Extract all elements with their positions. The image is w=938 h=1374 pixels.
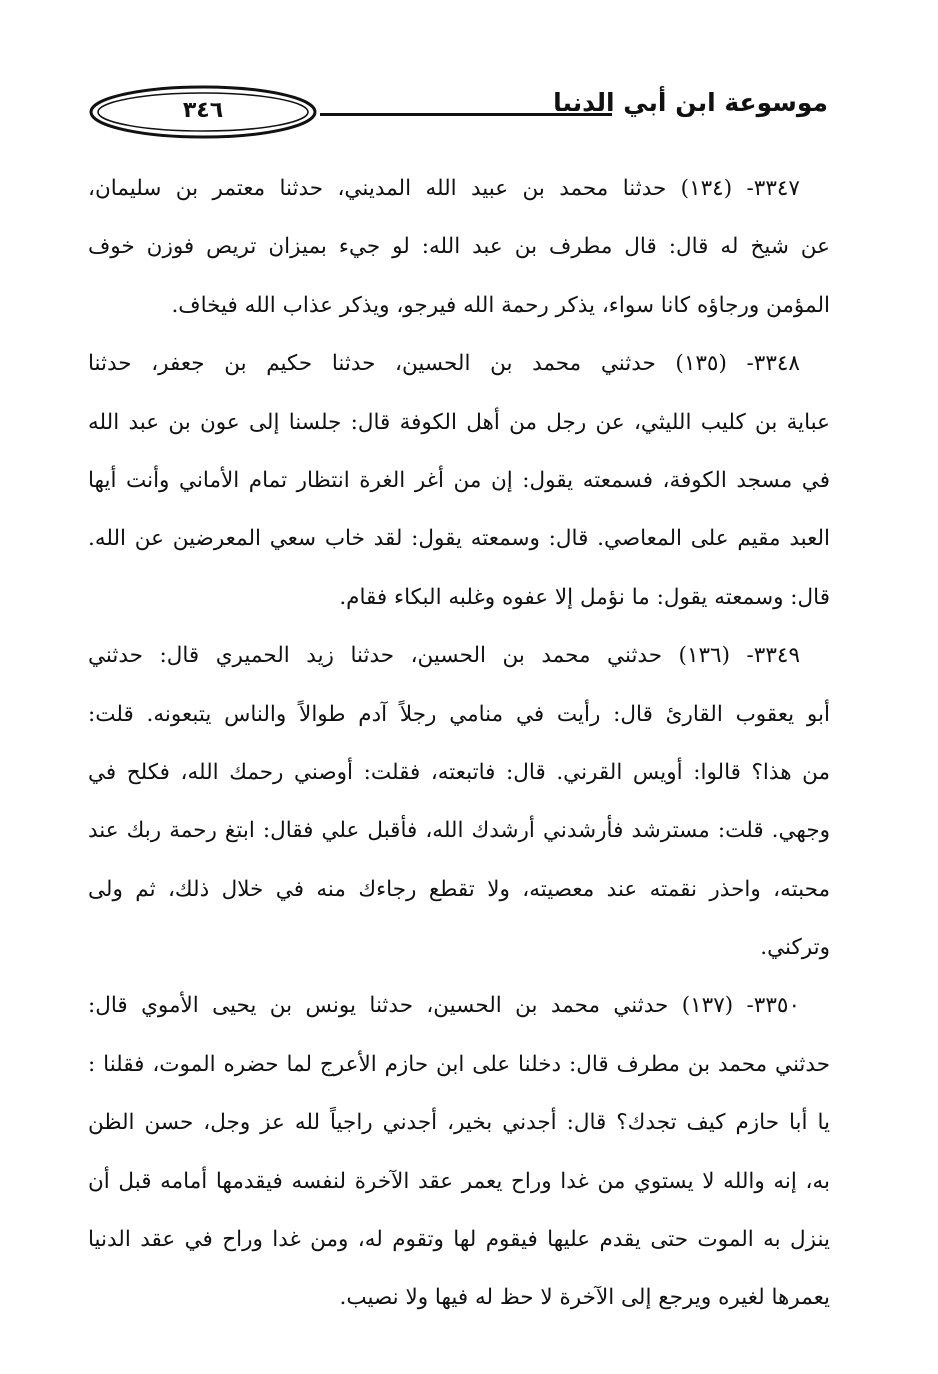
page-number: ٣٤٦: [182, 98, 224, 123]
text-line: قال: وسمعته يقول: ما نؤمل إلا عفوه وغلبه البكاء فقام.: [339, 584, 830, 610]
main-text: [88, 160, 830, 1328]
text-line: يا أبا حازم كيف تجدك؟ قال: أجدني بخير، أجدني راجياً لله عز وجل، حسن الظن: [88, 1110, 830, 1136]
text-line: به، إنه والله لا يستوي من غدا وراح يعمر عقد الآخرة لنفسه فيقدمها أمامه قبل أن: [88, 1168, 830, 1194]
text-line: في مسجد الكوفة، فسمعته يقول: إن من أغر الغرة انتظار تمام الأماني وأنت أيها: [88, 467, 830, 493]
text-line: عن شيخ له قال: قال مطرف بن عبد الله: لو جيء بميزان تريص فوزن خوف: [88, 234, 830, 260]
text-line: وتركني.: [760, 935, 830, 961]
text-line: ٣٣٤٧- (١٣٤) حدثنا محمد بن عبيد الله المديني، حدثنا معتمر بن سليمان،: [88, 176, 800, 201]
text-line: ٣٣٤٨- (١٣٥) حدثني محمد بن الحسين، حدثنا حكيم بن جعفر، حدثنا: [88, 351, 800, 377]
text-line: ٣٣٤٩- (١٣٦) حدثني محمد بن الحسين، حدثنا زيد الحميري قال: حدثني: [88, 643, 800, 669]
paragraph-3349: [88, 627, 830, 977]
text-line: ينزل به الموت حتى يقدم عليها فيقوم لها وتقوم له، ومن غدا وراح في عقد الدنيا: [88, 1227, 830, 1253]
paragraph-3348: [88, 335, 830, 627]
text-line: يعمرها لغيره ويرجع إلى الآخرة لا حظ له فيها ولا نصيب.: [339, 1285, 830, 1311]
text-line: محبته، واحذر نقمته عند معصيته، ولا تقطع رجاءك منه في خلال ذلك، ثم ولى: [88, 876, 830, 902]
text-line: عباية بن كليب الليثي، عن رجل من أهل الكوفة قال: جلسنا إلى عون بن عبد الله: [88, 409, 830, 435]
paragraph-3347: [88, 160, 830, 335]
text-line: من هذا؟ قالوا: أويس القرني. قال: فاتبعته، فقلت: أوصني رحمك الله، فكلح في: [88, 759, 830, 785]
text-line: ٣٣٥٠- (١٣٧) حدثني محمد بن الحسين، حدثنا يونس بن يحيى الأموي قال:: [88, 993, 800, 1019]
paragraph-3350: [88, 977, 830, 1327]
text-line: وجهي. قلت: مسترشد فأرشدني أرشدك الله، فأقبل علي فقال: ابتغ رحمة ربك عند: [88, 818, 830, 844]
text-line: العبد مقيم على المعاصي. قال: وسمعته يقول: لقد خاب سعي المعرضين عن الله.: [88, 526, 830, 552]
text-line: المؤمن ورجاؤه كانا سواء، يذكر رحمة الله فيرجو، ويذكر عذاب الله فيخاف.: [171, 292, 830, 318]
book-title: موسوعة ابن أبي الدنيا: [553, 88, 828, 117]
page-number-frame: [88, 84, 318, 138]
text-line: حدثني محمد بن مطرف قال: دخلنا على ابن حازم الأعرج لما حضره الموت، فقلنا :: [88, 1051, 830, 1077]
text-line: أبو يعقوب القارئ قال: رأيت في منامي رجلاً آدم طوالاً والناس يتبعونه. قلت:: [88, 701, 830, 727]
page-header: [88, 82, 828, 144]
